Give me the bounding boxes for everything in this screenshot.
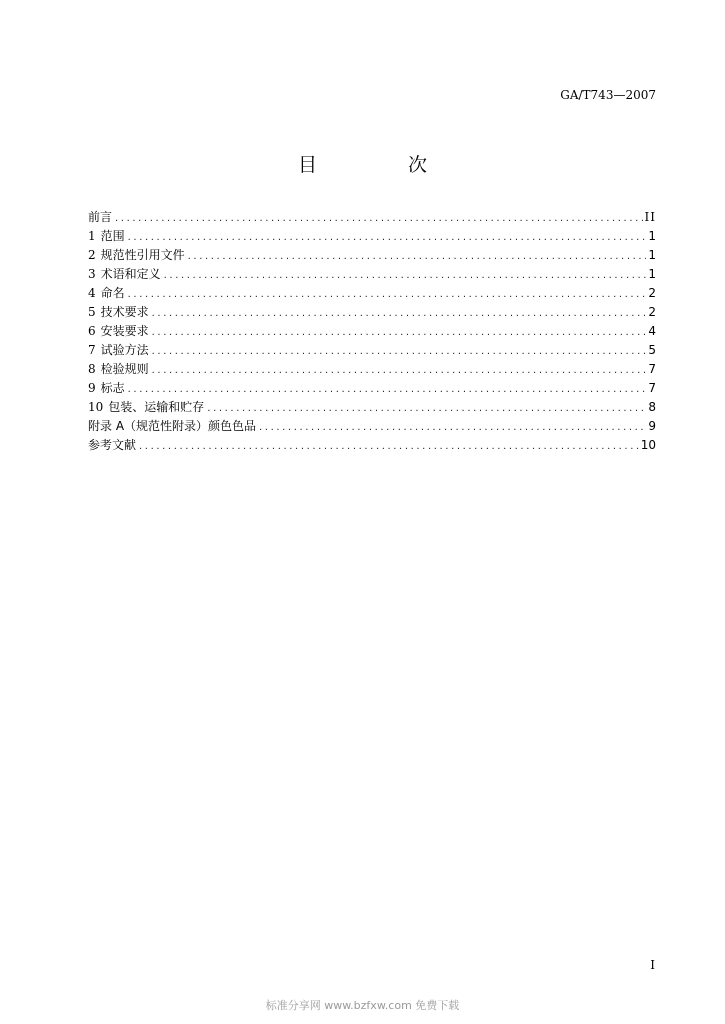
toc-entry-label: 3 术语和定义 (88, 267, 161, 281)
toc-leader-dots (188, 247, 647, 266)
toc-entry-page: 9 (648, 419, 656, 433)
toc-entry-label: 7 试验方法 (88, 343, 149, 357)
toc-entry-page: 2 (648, 305, 656, 319)
toc-entry-page: 8 (648, 400, 656, 414)
toc-entry-page: 1 (648, 229, 656, 243)
toc-leader-dots (128, 380, 647, 399)
toc-entry-test-methods[interactable] (88, 341, 656, 360)
toc-entry-label: 1 范围 (88, 229, 125, 243)
toc-entry-label: 10 包装、运输和贮存 (88, 400, 205, 414)
watermark-text: 标准分享网 www.bzfxw.com 免费下载 (265, 999, 460, 1012)
toc-entry-label: 9 标志 (88, 381, 125, 395)
toc-entry-page: 7 (648, 362, 656, 376)
toc-entry-page: 10 (640, 438, 656, 452)
toc-leader-dots (128, 285, 647, 304)
toc-entry-packaging-transport-storage[interactable] (88, 398, 656, 417)
toc-entry-page: 1 (648, 248, 656, 262)
toc-entry-label: 2 规范性引用文件 (88, 248, 185, 262)
toc-leader-dots (115, 209, 643, 228)
toc-entry-normative-references[interactable] (88, 246, 656, 265)
toc-entry-foreword[interactable] (88, 208, 656, 227)
toc-entry-annex-a[interactable] (88, 417, 656, 436)
toc-leader-dots (152, 361, 647, 380)
toc-title: 目 次 (297, 154, 463, 176)
toc-entry-page: 1 (648, 267, 656, 281)
toc-entry-terms-definitions[interactable] (88, 265, 656, 284)
page-number: I (650, 958, 655, 972)
toc-leader-dots (164, 266, 647, 285)
toc-entry-label: 6 安装要求 (88, 324, 149, 338)
toc-entry-label: 4 命名 (88, 286, 125, 300)
toc-entry-label: 5 技术要求 (88, 305, 149, 319)
toc-entry-label: 附录 A（规范性附录）颜色色品 (88, 419, 257, 433)
toc-entry-page: 5 (648, 343, 656, 357)
toc-leader-dots (152, 323, 647, 342)
toc-entry-label: 参考文献 (88, 438, 137, 452)
toc-leader-dots (207, 399, 646, 418)
toc-entry-technical-requirements[interactable] (88, 303, 656, 322)
toc-entry-page: 2 (648, 286, 656, 300)
toc-leader-dots (152, 342, 647, 361)
toc-entry-bibliography[interactable] (88, 436, 656, 455)
table-of-contents (88, 208, 656, 455)
toc-entry-label: 8 检验规则 (88, 362, 149, 376)
toc-entry-naming[interactable] (88, 284, 656, 303)
toc-leader-dots (128, 228, 647, 247)
toc-entry-scope[interactable] (88, 227, 656, 246)
standard-code: GA/T743—2007 (560, 88, 656, 102)
toc-entry-page: II (644, 210, 656, 224)
toc-entry-marking[interactable] (88, 379, 656, 398)
toc-entry-page: 4 (648, 324, 656, 338)
toc-leader-dots (259, 418, 646, 437)
toc-entry-label: 前言 (88, 210, 113, 224)
toc-leader-dots (152, 304, 647, 323)
toc-leader-dots (139, 437, 639, 456)
toc-entry-inspection-rules[interactable] (88, 360, 656, 379)
toc-entry-page: 7 (648, 381, 656, 395)
toc-entry-installation-requirements[interactable] (88, 322, 656, 341)
